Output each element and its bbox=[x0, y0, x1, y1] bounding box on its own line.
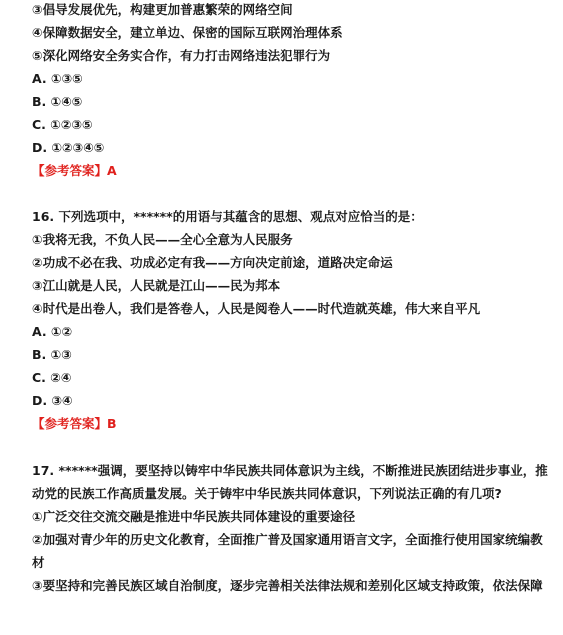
q16-option-d: D. ③④ bbox=[32, 393, 73, 408]
q17-statement-3: ③要坚持和完善民族区域自治制度，逐步完善相关法律法规和差别化区域支持政策，依法保障 bbox=[32, 578, 543, 593]
q17-statement-2-cont: 材 bbox=[32, 555, 45, 570]
q17-statement-1: ①广泛交往交流交融是推进中华民族共同体建设的重要途径 bbox=[32, 509, 356, 524]
q16-option-a: A. ①② bbox=[32, 324, 73, 339]
q15-option-b: B. ①④⑤ bbox=[32, 94, 83, 109]
q16-statement-4: ④时代是出卷人，我们是答卷人，人民是阅卷人——时代造就英雄，伟大来自平凡 bbox=[32, 301, 481, 316]
q15-statement-4: ④保障数据安全，建立单边、保密的国际互联网治理体系 bbox=[32, 25, 343, 40]
q15-statement-5: ⑤深化网络安全务实合作，有力打击网络违法犯罪行为 bbox=[32, 48, 331, 63]
q15-statement-3: ③倡导发展优先，构建更加普惠繁荣的网络空间 bbox=[32, 2, 293, 17]
q15-option-a: A. ①③⑤ bbox=[32, 71, 83, 86]
q15-answer: 【参考答案】A bbox=[32, 163, 117, 178]
q15-option-d: D. ①②③④⑤ bbox=[32, 140, 105, 155]
q15-option-c: C. ①②③⑤ bbox=[32, 117, 93, 132]
q16-statement-1: ①我将无我，不负人民——全心全意为人民服务 bbox=[32, 232, 293, 247]
q16-statement-3: ③江山就是人民，人民就是江山——民为邦本 bbox=[32, 278, 281, 293]
q16-option-c: C. ②④ bbox=[32, 370, 72, 385]
q16-answer: 【参考答案】B bbox=[32, 416, 117, 431]
q17-question-line-2: 动党的民族工作高质量发展。关于铸牢中华民族共同体意识，下列说法正确的有几项? bbox=[32, 486, 502, 501]
q17-question-line-1: 17. ******强调，要坚持以铸牢中华民族共同体意识为主线，不断推进民族团结进步事业，推 bbox=[32, 463, 548, 478]
q16-statement-2: ②功成不必在我、功成必定有我——方向决定前途，道路决定命运 bbox=[32, 255, 393, 270]
q17-statement-2: ②加强对青少年的历史文化教育，全面推广普及国家通用语言文字，全面推行使用国家统编教 bbox=[32, 532, 543, 547]
q16-question: 16. 下列选项中，******的用语与其蕴含的思想、观点对应恰当的是： bbox=[32, 209, 423, 224]
q16-option-b: B. ①③ bbox=[32, 347, 72, 362]
